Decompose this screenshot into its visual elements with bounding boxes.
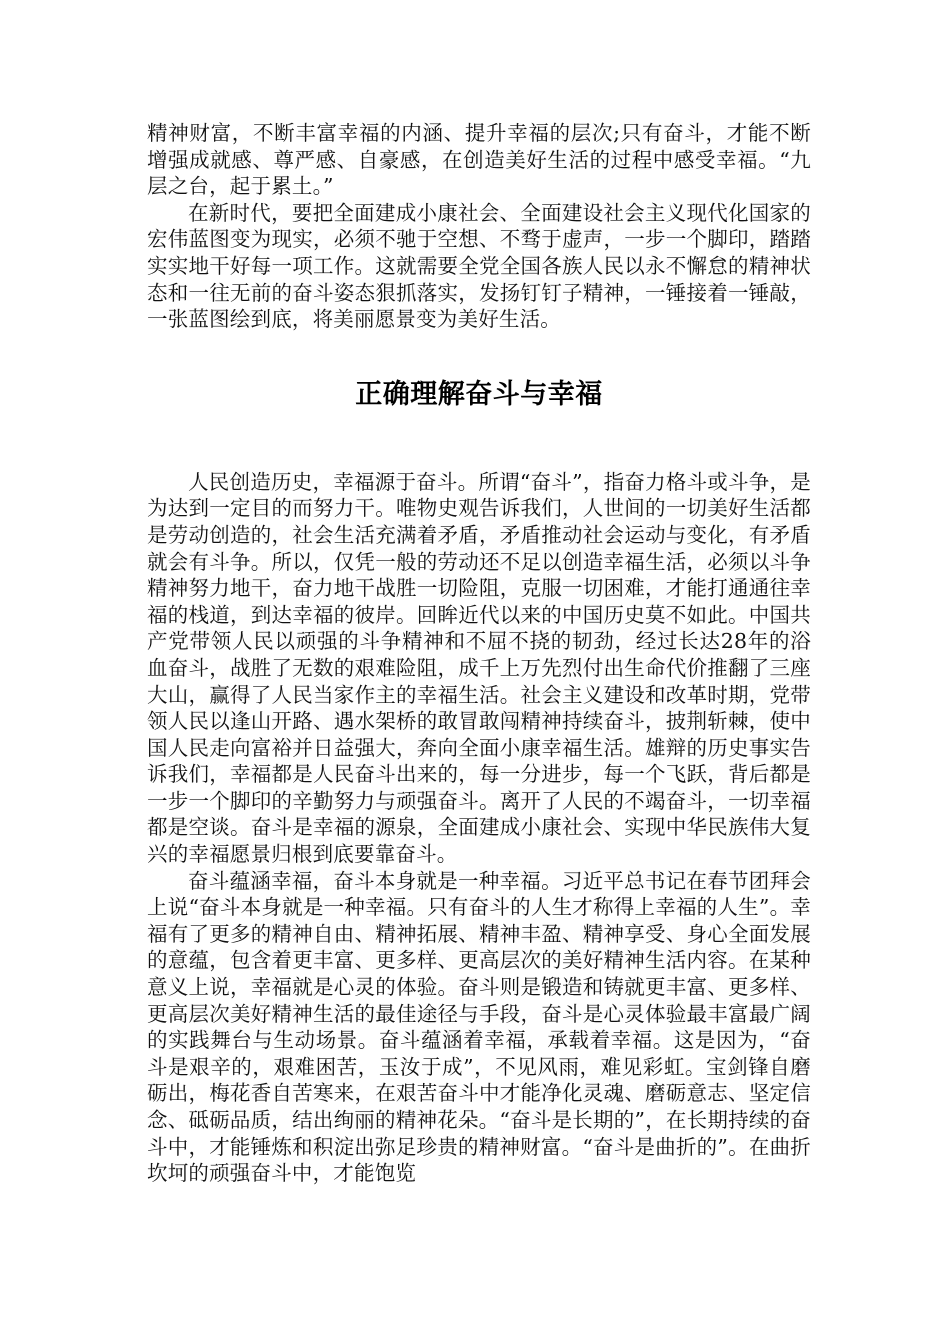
continued-paragraph: 精神财富，不断丰富幸福的内涵、提升幸福的层次;只有奋斗，才能不断增强成就感、尊严感、自豪感，在创造美好生活的过程中感受幸福。“九层之台，起于累土。” (147, 121, 811, 199)
section-title: 正确理解奋斗与幸福 (355, 378, 603, 410)
paragraph-new-era: 在新时代，要把全面建成小康社会、全面建设社会主义现代化国家的宏伟蓝图变为现实，必须不驰于空想、不骛于虚声，一步一个脚印，踏踏实实地干好每一项工作。这就需要全党全国各族人民以永不懈怠的精神状态和一往无前的奋斗姿态狠抓落实，发扬钉钉子精神，一锤接着一锤敲，一张蓝图绘到底，将美丽愿景变为美好生活。 (147, 200, 811, 332)
document-page (147, 120, 811, 1187)
paragraph-happiness-source: 人民创造历史，幸福源于奋斗。所谓“奋斗”，指奋力格斗或斗争，是为达到一定目的而努力干。唯物史观告诉我们，人世间的一切美好生活都是劳动创造的，社会生活充满着矛盾，矛盾推动社会运动与变化，有矛盾就会有斗争。所以，仅凭一般的劳动还不足以创造幸福生活，必须以斗争精神努力地干，奋力地干战胜一切险阻，克服一切困难，才能打通通往幸福的栈道，到达幸福的彼岸。回眸近代以来的中国历史莫不如此。中国共产党带领人民以顽强的斗争精神和不屈不挠的韧劲，经过长达28年的浴血奋斗，战胜了无数的艰难险阻，成千上万先烈付出生命代价推翻了三座大山，赢得了人民当家作主的幸福生活。社会主义建设和改革时期，党带领人民以逢山开路、遇水架桥的敢冒敢闯精神持续奋斗，披荆斩棘，使中国人民走向富裕并日益强大，奔向全面小康幸福生活。雄辩的历史事实告诉我们，幸福都是人民奋斗出来的，每一分进步，每一个飞跃，背后都是一步一个脚印的辛勤努力与顽强奋斗。离开了人民的不竭奋斗，一切幸福都是空谈。奋斗是幸福的源泉，全面建成小康社会、实现中华民族伟大复兴的幸福愿景归根到底要靠奋斗。 (147, 469, 811, 867)
paragraph-struggle-contains-happiness: 奋斗蕴涵幸福，奋斗本身就是一种幸福。习近平总书记在春节团拜会上说“奋斗本身就是一种幸福。只有奋斗的人生才称得上幸福的人生”。幸福有了更多的精神自由、精神拓展、精神丰盈、精神享受、身心全面发展的意蕴，包含着更丰富、更多样、更高层次的美好精神生活内容。在某种意义上说，幸福就是心灵的体验。奋斗则是锻造和铸就更丰富、更多样、更高层次美好精神生活的最佳途径与手段，奋斗是心灵体验最丰富最广阔的实践舞台与生动场景。奋斗蕴涵着幸福，承载着幸福。这是因为，“奋斗是艰辛的，艰难困苦，玉汝于成”，不见风雨，难见彩虹。宝剑锋自磨砺出，梅花香自苦寒来，在艰苦奋斗中才能净化灵魂、磨砺意志、坚定信念、砥砺品质，结出绚丽的精神花朵。“奋斗是长期的”，在长期持续的奋斗中，才能锤炼和积淀出弥足珍贵的精神财富。“奋斗是曲折的”。在曲折坎坷的顽强奋斗中，才能饱览 (147, 868, 811, 1186)
